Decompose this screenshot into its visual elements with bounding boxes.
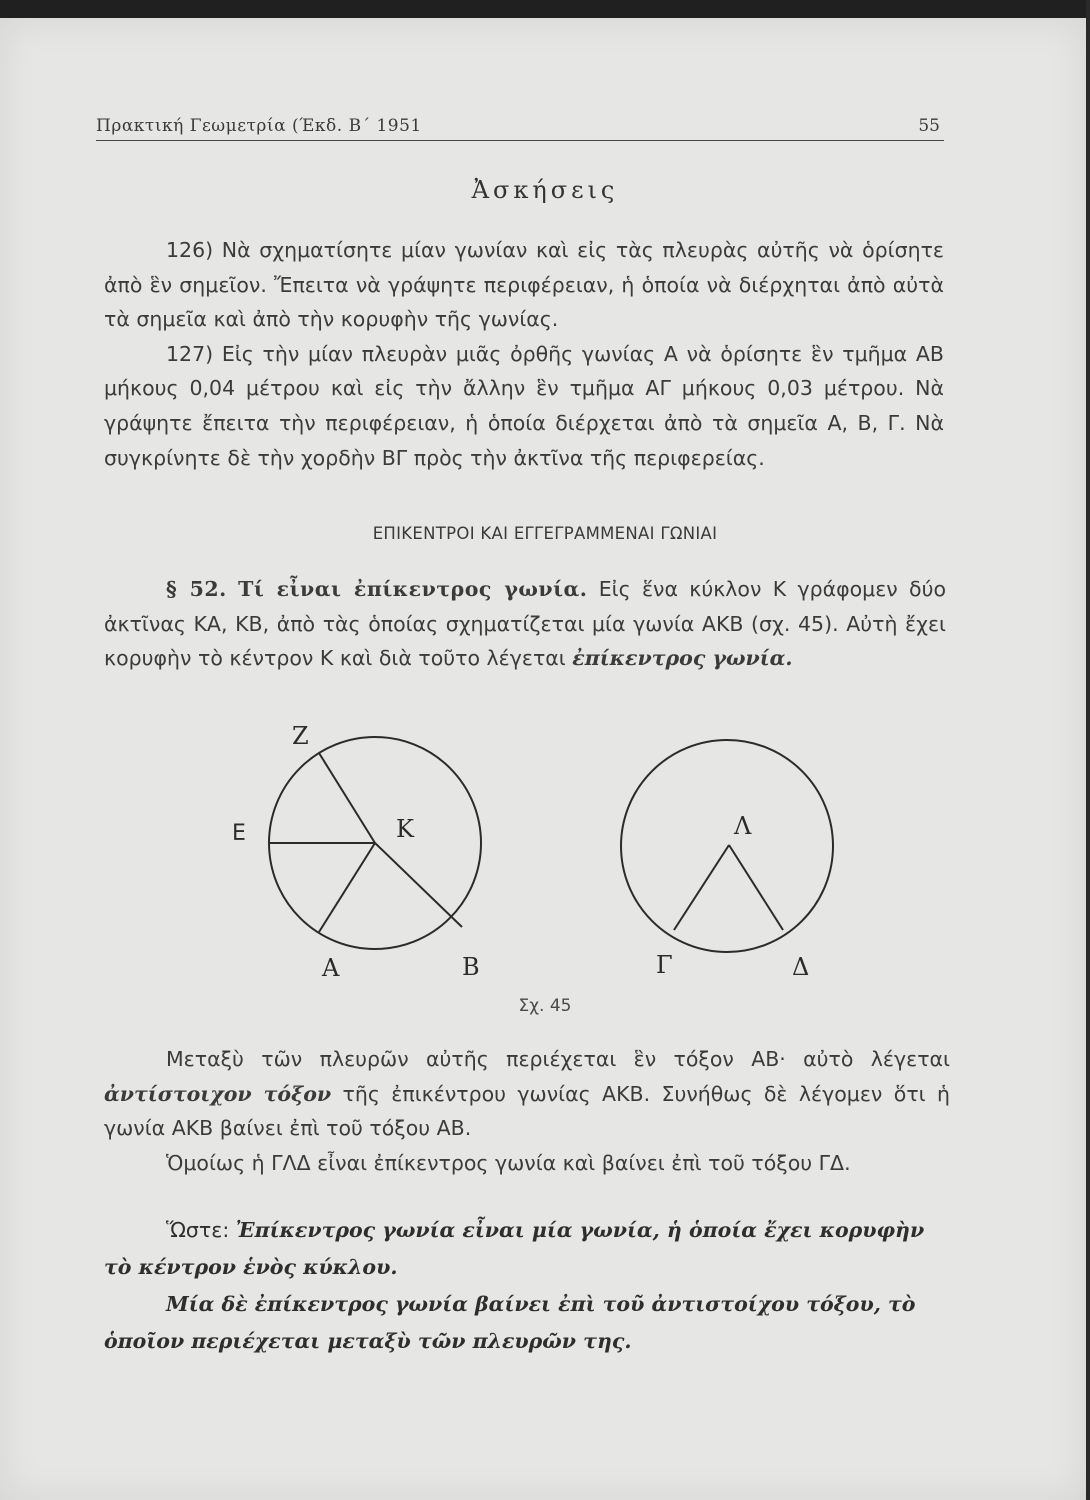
section-term: ἐπίκεντρος γωνία. [572,646,793,671]
label-D: Δ [792,953,810,981]
after-figure-text [104,1042,950,1180]
definition-prefix: Ὥστε: [166,1218,230,1242]
right-circle [621,740,833,952]
figure-caption: Σχ. 45 [518,996,572,1016]
radius-KB [375,843,462,927]
label-E: Ε [232,821,246,846]
radius-LG [674,845,729,930]
label-G: Γ [656,951,673,979]
definition-1: Ἐπίκεντρος γωνία εἶναι μία γωνία, ἡ ὁποία ἔχει κορυφὴν τὸ κέντρον ἑνὸς κύκλου. [104,1218,925,1279]
label-Z: Z [292,722,309,750]
label-L: Λ [734,812,752,840]
section-number: § 52. [166,577,227,601]
running-header [96,112,944,141]
figure-45 [0,700,1090,1030]
radius-LD [729,845,783,930]
label-A: Α [322,954,340,982]
exercises-title: Ἀσκήσεις [471,176,619,204]
label-K: Κ [396,815,414,843]
definitions [104,1212,954,1360]
exercise-126: 126) Νὰ σχηματίσητε μίαν γωνίαν καὶ εἰς τὰς πλευρὰς αὐτῆς νὰ ὁρίσητε ἀπὸ ἓν σημεῖον. Ἔπειτα νὰ γράψητε περιφέρειαν, ἡ ὁποία νὰ διέρχηται ἀπὸ αὐτὰ τὰ σημεῖα καὶ ἀπὸ τὴν κορυφὴν τῆς γωνίας. [104,238,944,332]
section-body: Εἰς ἕνα κύκλον Κ γράφομεν δύο ἀκτῖνας ΚΑ, ΚΒ, ἀπὸ τὰς ὁποίας σχηματίζεται μία γωνία ΑΚΒ (σχ. 45). Αὐτὴ ἔχει κορυφὴν τὸ κέντρον Κ καὶ διὰ τοῦτο λέγεται [104,577,946,671]
label-B: Β [462,953,480,981]
left-circle-diagram [269,737,481,949]
arc-term: ἀντίστοιχον τόξον [104,1081,332,1106]
page-number: 55 [918,116,940,136]
radius-KZ [319,753,375,843]
similarly-paragraph: Ὁμοίως ἡ ΓΛΔ εἶναι ἐπίκεντρος γωνία καὶ βαίνει ἐπὶ τοῦ τόξου ΓΔ. [166,1150,851,1175]
arc-text-b: τῆς ἐπικέντρου γωνίας ΑΚΒ. Συνήθως δὲ λέγομεν ὅτι ἡ γωνία ΑΚΒ βαίνει ἐπὶ τοῦ τόξου ΑΒ. [104,1081,950,1141]
right-circle-diagram [621,740,833,952]
section-heading: ΕΠΙΚΕΝΤΡΟΙ ΚΑΙ ΕΓΓΕΓΡΑΜΜΕΝΑΙ ΓΩΝΙΑΙ [372,524,718,543]
arc-text-a: Μεταξὺ τῶν πλευρῶν αὐτῆς περιέχεται ἓν τόξον ΑΒ· αὐτὸ λέγεται [166,1047,950,1071]
exercise-127: 127) Εἰς τὴν μίαν πλευρὰν μιᾶς ὀρθῆς γωνίας Α νὰ ὁρίσητε ἓν τμῆμα ΑΒ μήκους 0,04 μέτρου καὶ εἰς τὴν ἄλλην ἓν τμῆμα ΑΓ μήκους 0,03 μέτρου. Νὰ γράψητε ἔπειτα τὴν περιφέρειαν, ἡ ὁποία διέρχεται ἀπὸ τὰ σημεῖα Α, Β, Γ. Νὰ συγκρίνητε δὲ τὴν χορδὴν ΒΓ πρὸς τὴν ἀκτῖνα τῆς περιφερείας. [104,341,944,470]
exercises-block [104,233,944,475]
running-title: Πρακτική Γεωμετρία (Έκδ. Β΄ 1951 [96,116,422,136]
definition-2: Μία δὲ ἐπίκεντρος γωνία βαίνει ἐπὶ τοῦ ἀντιστοίχου τόξου, τὸ ὁποῖον περιέχεται μεταξὺ τῶν πλευρῶν της. [104,1292,916,1353]
section-lead: Τί εἶναι ἐπίκεντρος γωνία. [238,577,588,601]
scan-top-edge [0,0,1090,18]
radius-KA [319,843,375,932]
section-52 [104,572,946,676]
